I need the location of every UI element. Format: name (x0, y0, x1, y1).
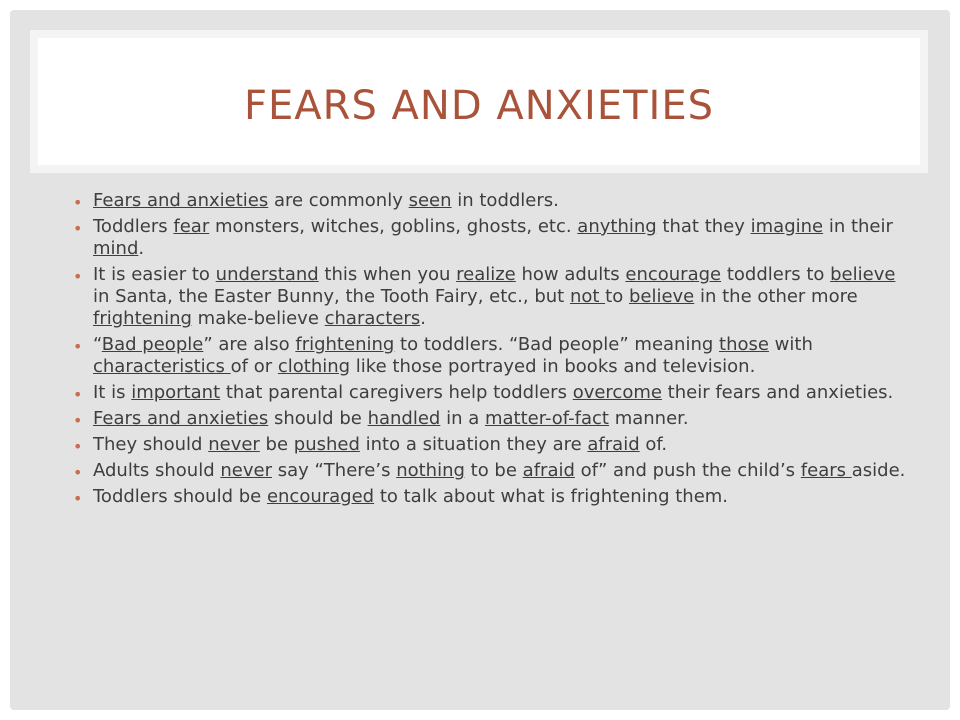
bullet-text: are commonly (268, 190, 409, 211)
bullet-text: Toddlers should be (93, 486, 267, 507)
bullet-item (73, 460, 913, 482)
bullet-item (73, 334, 913, 378)
bullet-text: . (420, 308, 426, 329)
bullet-text: like those portrayed in books and television. (350, 356, 756, 377)
underlined-term: overcome (572, 382, 662, 403)
bullet-text: that parental caregivers help toddlers (220, 382, 573, 403)
underlined-term: believe (628, 286, 695, 307)
underlined-term: nothing (396, 460, 465, 481)
bullet-text: Adults should (93, 460, 221, 481)
bullet-text: in Santa, the Easter Bunny, the Tooth Fairy, etc., but (93, 286, 570, 307)
underlined-term: fear (173, 216, 210, 237)
bullet-text: Toddlers (93, 216, 174, 237)
underlined-term: those (719, 334, 769, 355)
bullet-marker: • (73, 463, 83, 482)
bullet-marker: • (73, 489, 83, 508)
bullet-text: that they (656, 216, 751, 237)
underlined-term: realize (456, 264, 516, 285)
underlined-term: Fears and anxieties (93, 408, 269, 429)
underlined-term: afraid (522, 460, 575, 481)
bullet-text: with (768, 334, 813, 355)
bullet-item (73, 408, 913, 430)
underlined-term: afraid (587, 434, 640, 455)
bullet-text: be (259, 434, 294, 455)
underlined-term: encourage (625, 264, 722, 285)
underlined-term: seen (408, 190, 452, 211)
bullet-item (73, 216, 913, 260)
underlined-term: characters (324, 308, 421, 329)
title-box (30, 30, 928, 173)
underlined-term: fears (800, 460, 852, 481)
bullet-text: of” and push the child’s (574, 460, 801, 481)
bullet-text: “ (93, 334, 102, 355)
bullet-item (73, 382, 913, 404)
bullet-marker: • (73, 437, 83, 456)
bullet-text: their fears and anxieties. (661, 382, 894, 403)
bullet-marker: • (73, 337, 83, 356)
underlined-term: Bad people (101, 334, 204, 355)
bullet-text: in the other more (694, 286, 858, 307)
bullet-text: in their (823, 216, 893, 237)
slide (10, 10, 950, 710)
bullet-text: to toddlers. “Bad people” meaning (394, 334, 720, 355)
bullet-text: make-believe (191, 308, 325, 329)
bullet-text: toddlers to (721, 264, 831, 285)
underlined-term: imagine (750, 216, 824, 237)
underlined-term: frightening (295, 334, 395, 355)
bullet-marker: • (73, 193, 83, 212)
bullet-text: to be (464, 460, 523, 481)
bullet-marker: • (73, 267, 83, 286)
bullet-marker: • (73, 411, 83, 430)
bullet-item (73, 190, 913, 212)
underlined-term: Fears and anxieties (93, 190, 269, 211)
bullet-text: monsters, witches, goblins, ghosts, etc. (209, 216, 578, 237)
underlined-term: handled (367, 408, 441, 429)
underlined-term: understand (215, 264, 319, 285)
underlined-term: pushed (293, 434, 360, 455)
bullet-item (73, 264, 913, 330)
bullet-text: into a situation they are (359, 434, 588, 455)
bullet-text: It is easier to (93, 264, 216, 285)
slide-title: FEARS AND ANXIETIES (244, 83, 714, 129)
bullet-text: should be (268, 408, 368, 429)
underlined-term: never (220, 460, 272, 481)
bullet-text: ” are also (203, 334, 296, 355)
underlined-term: clothing (277, 356, 351, 377)
bullet-text: to (605, 286, 629, 307)
bullet-text: to talk about what is frightening them. (374, 486, 729, 507)
bullet-text: of or (230, 356, 278, 377)
underlined-term: important (131, 382, 221, 403)
bullet-text: how adults (515, 264, 626, 285)
bullet-list (73, 190, 913, 512)
underlined-term: mind (93, 238, 139, 259)
underlined-term: frightening (93, 308, 192, 329)
bullet-text: in a (440, 408, 485, 429)
bullet-text: It is (93, 382, 132, 403)
bullet-text: this when you (318, 264, 457, 285)
bullet-item (73, 434, 913, 456)
bullet-item (73, 486, 913, 508)
underlined-term: matter-of-fact (484, 408, 609, 429)
bullet-text: . (138, 238, 145, 259)
bullet-text: aside. (851, 460, 906, 481)
underlined-term: characteristics (93, 356, 231, 377)
bullet-text: in toddlers. (451, 190, 559, 211)
bullet-marker: • (73, 219, 83, 238)
underlined-term: encouraged (266, 486, 375, 507)
underlined-term: not (569, 286, 606, 307)
bullet-marker: • (73, 385, 83, 404)
underlined-term: anything (577, 216, 657, 237)
bullet-text: say “There’s (271, 460, 397, 481)
bullet-text: of. (639, 434, 668, 455)
bullet-text: manner. (608, 408, 689, 429)
underlined-term: believe (830, 264, 896, 285)
underlined-term: never (208, 434, 260, 455)
bullet-text: They should (93, 434, 209, 455)
